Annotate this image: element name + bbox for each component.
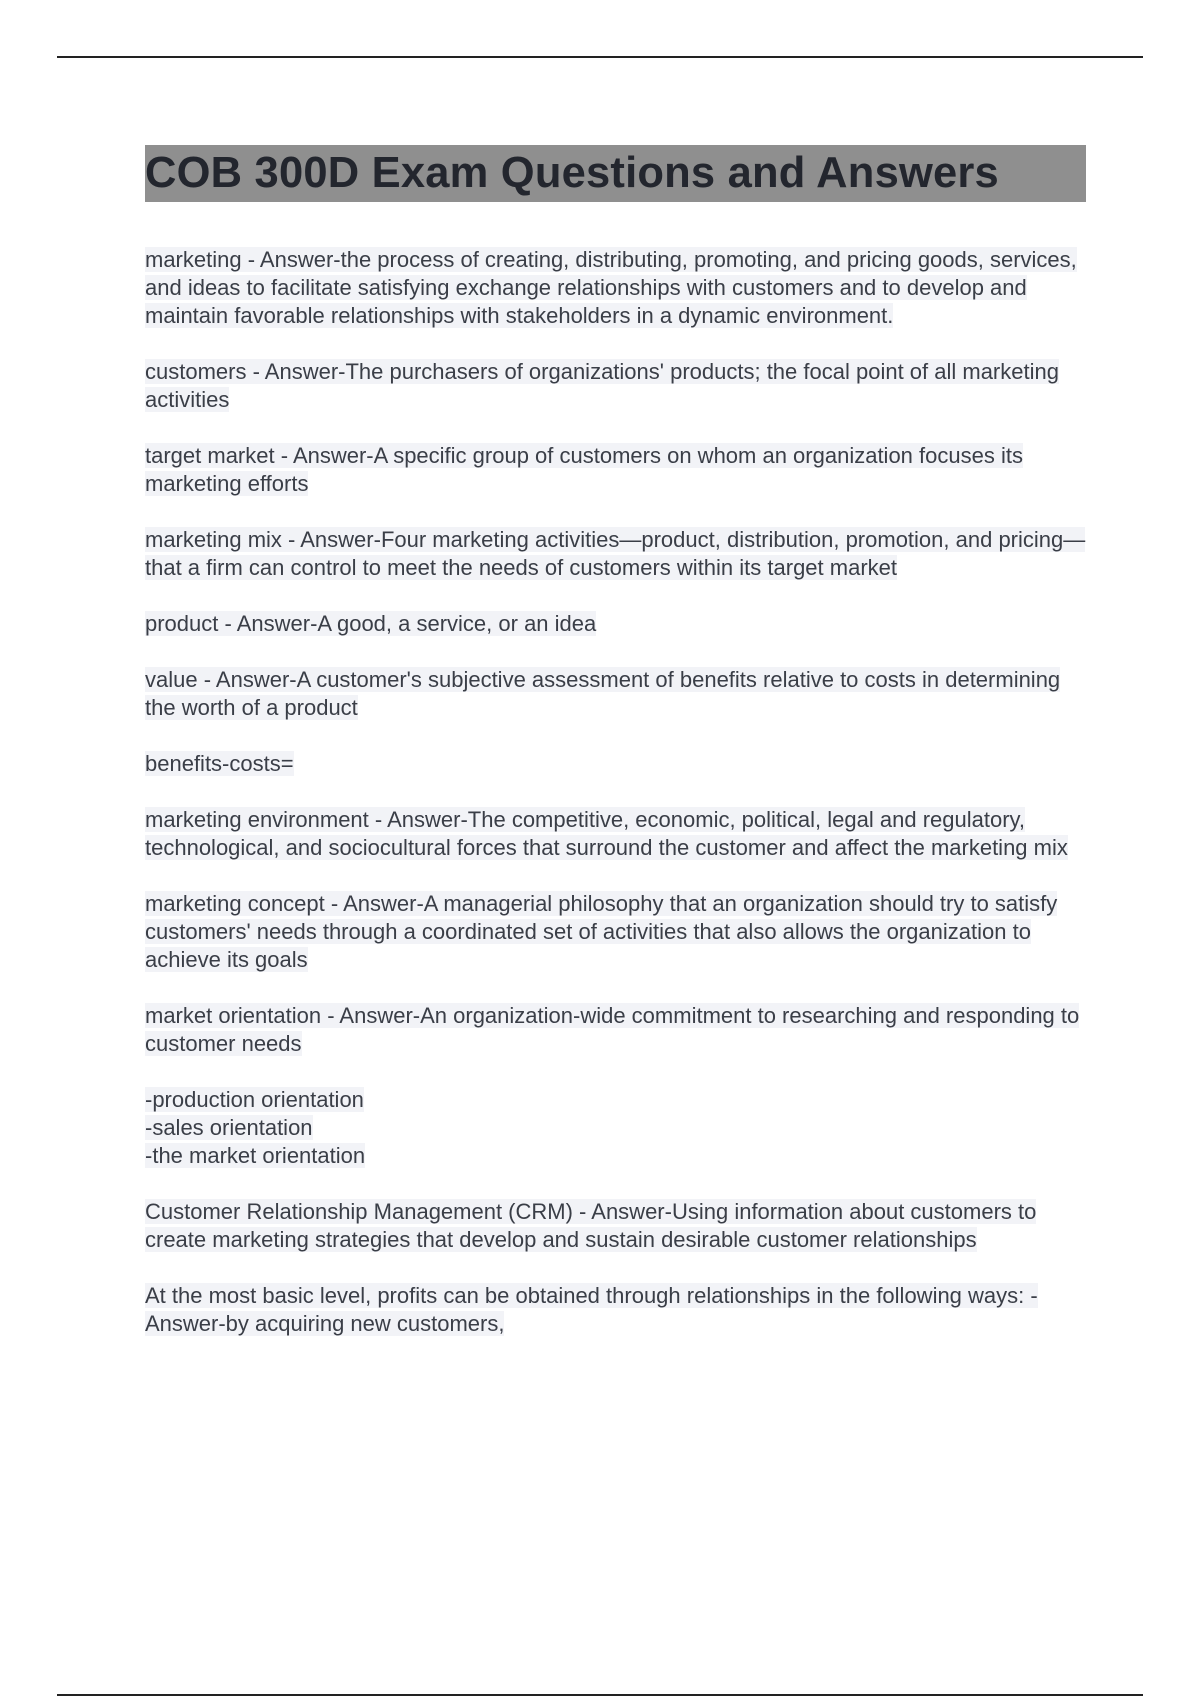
qa-content bbox=[145, 246, 1090, 1366]
qa-entry-benefits-costs bbox=[145, 750, 1090, 778]
qa-text: At the most basic level, profits can be obtained through relationships in the following ways: - Answer-by acquiring new customers, bbox=[145, 1283, 1038, 1336]
qa-entry-marketing-mix bbox=[145, 526, 1090, 582]
qa-text: marketing concept - Answer-A managerial philosophy that an organization should try to satisfy customers' needs through a coordinated set of activities that also allows the organization to achieve its goals bbox=[145, 891, 1058, 972]
qa-text: target market - Answer-A specific group of customers on whom an organization focuses its marketing efforts bbox=[145, 443, 1023, 496]
qa-entry-target-market bbox=[145, 442, 1090, 498]
qa-entry-marketing bbox=[145, 246, 1090, 330]
list-item: -production orientation bbox=[145, 1087, 364, 1112]
qa-text: benefits-costs= bbox=[145, 751, 294, 776]
qa-text: product - Answer-A good, a service, or an idea bbox=[145, 611, 597, 636]
bottom-rule bbox=[57, 1694, 1143, 1696]
list-item: -the market orientation bbox=[145, 1143, 366, 1168]
title-highlight bbox=[145, 145, 1086, 202]
list-item: -sales orientation bbox=[145, 1115, 313, 1140]
qa-entry-crm bbox=[145, 1198, 1090, 1254]
qa-entry-product bbox=[145, 610, 1090, 638]
qa-text: Customer Relationship Management (CRM) - Answer-Using information about customers to create marketing strategies that develop and sustain desirable customer relationships bbox=[145, 1199, 1037, 1252]
qa-entry-value bbox=[145, 666, 1090, 722]
qa-text: marketing mix - Answer-Four marketing activities—product, distribution, promotion, and pricing—that a firm can control to meet the needs of customers within its target market bbox=[145, 527, 1086, 580]
qa-text: marketing environment - Answer-The competitive, economic, political, legal and regulatory, technological, and sociocultural forces that surround the customer and affect the marketing mix bbox=[145, 807, 1068, 860]
top-rule bbox=[57, 56, 1143, 58]
qa-entry-profits bbox=[145, 1282, 1090, 1338]
qa-entry-marketing-concept bbox=[145, 890, 1090, 974]
qa-text: market orientation - Answer-An organization-wide commitment to researching and responding to customer needs bbox=[145, 1003, 1080, 1056]
qa-text: value - Answer-A customer's subjective assessment of benefits relative to costs in determining the worth of a product bbox=[145, 667, 1061, 720]
page-title: COB 300D Exam Questions and Answers bbox=[145, 149, 999, 197]
qa-entry-customers bbox=[145, 358, 1090, 414]
qa-text: marketing - Answer-the process of creating, distributing, promoting, and pricing goods, services, and ideas to facilitate satisfying exchange relationships with customers and to develop and maintain favorable relationships with stakeholders in a dynamic environment. bbox=[145, 247, 1077, 328]
qa-entry-market-orientation bbox=[145, 1002, 1090, 1058]
qa-entry-marketing-environment bbox=[145, 806, 1090, 862]
orientation-list bbox=[145, 1086, 1090, 1170]
qa-text: customers - Answer-The purchasers of organizations' products; the focal point of all marketing activities bbox=[145, 359, 1059, 412]
